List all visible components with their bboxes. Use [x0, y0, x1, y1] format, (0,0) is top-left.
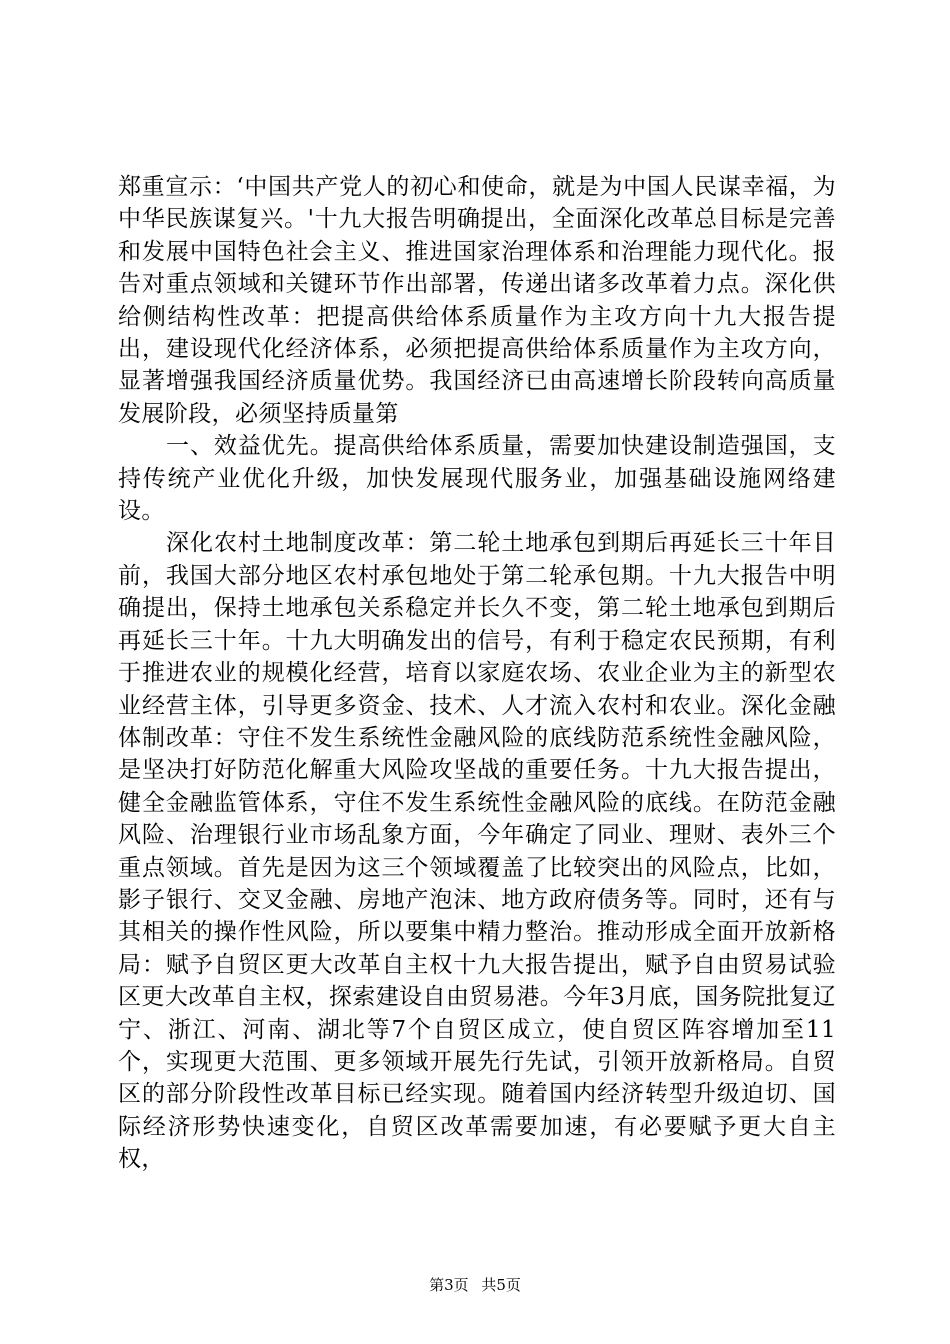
paragraph-2: 一、效益优先。提高供给体系质量，需要加快建设制造强国，支持传统产业优化升级，加快发展现代服务业，加强基础设施网络建设。 [118, 433, 836, 525]
paragraph-3: 深化农村土地制度改革：第二轮土地承包到期后再延长三十年目前，我国大部分地区农村承包地处于第二轮承包期。十九大报告中明确提出，保持土地承包关系稳定并长久不变，第二轮土地承包到期后再延长三十年。十九大明确发出的信号，有利于稳定农民预期，有利于推进农业的规模化经营，培育以家庭农场、农业企业为主的新型农业经营主体，引导更多资金、技术、人才流入农村和农业。深化金融体制改革：守住不发生系统性金融风险的底线防范系统性金融风险，是坚决打好防范化解重大风险攻坚战的重要任务。十九大报告提出，健全金融监管体系，守住不发生系统性金融风险的底线。在防范金融风险、治理银行业市场乱象方面，今年确定了同业、理财、表外三个重点领域。首先是因为这三个领域覆盖了比较突出的风险点，比如，影子银行、交叉金融、房地产泡沫、地方政府债务等。同时，还有与其相关的操作性风险，所以要集中精力整治。推动形成全面开放新格局：赋予自贸区更大改革自主权十九大报告提出，赋予自由贸易试验区更大改革自主权，探索建设自由贸易港。今年3月底，国务院批复辽宁、浙江、河南、湖北等7个自贸区成立，使自贸区阵容增加至11个，实现更大范围、更多领域开展先行先试，引领开放新格局。自贸区的部分阶段性改革目标已经实现。随着国内经济转型升级迫切、国际经济形势快速变化，自贸区改革需要加速，有必要赋予更大自主权， [118, 530, 836, 1173]
page-number: 第3页 [429, 1276, 469, 1294]
document-body [118, 171, 836, 1176]
paragraph-1: 郑重宣示：‘中国共产党人的初心和使命，就是为中国人民谋幸福，为中华民族谋复兴。'十九大报告明确提出，全面深化改革总目标是完善和发展中国特色社会主义、推进国家治理体系和治理能力现代化。报告对重点领域和关键环节作出部署，传递出诸多改革着力点。深化供给侧结构性改革：把提高供给体系质量作为主攻方向十九大报告提出，建设现代化经济体系，必须把提高供给体系质量作为主攻方向，显著增强我国经济质量优势。我国经济已由高速增长阶段转向高质量发展阶段，必须坚持质量第 [118, 174, 836, 427]
page-footer [0, 1275, 950, 1295]
page-total: 共5页 [481, 1276, 521, 1294]
